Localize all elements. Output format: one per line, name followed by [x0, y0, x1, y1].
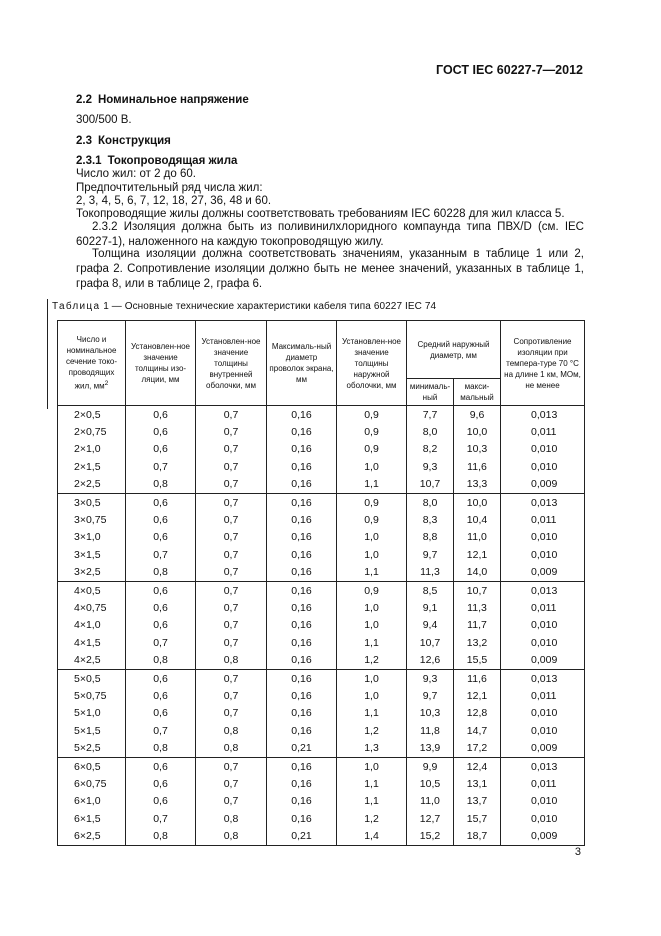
table-cell: 11,3 [407, 564, 454, 582]
table-cell: 0,6 [126, 617, 196, 634]
table-cell: 0,6 [126, 493, 196, 511]
section-title: Токопроводящая жила [107, 155, 238, 167]
preferred-list-text: 2, 3, 4, 5, 6, 7, 12, 18, 27, 36, 48 и 60. [76, 195, 272, 207]
table-cell: 0,6 [126, 406, 196, 424]
table-cell: 17,2 [454, 739, 501, 757]
table-margin-line [47, 299, 48, 409]
table-cell: 0,7 [196, 617, 267, 634]
table-cell: 11,3 [454, 599, 501, 616]
table-row [58, 476, 585, 494]
table-cell: 10,3 [454, 441, 501, 458]
table-caption-text: 1 — Основные технические характеристики кабеля типа 60227 IEC 74 [100, 301, 437, 312]
table-cell: 0,6 [126, 669, 196, 687]
table-cell: 5×2,5 [58, 739, 126, 757]
table-cell: 0,8 [126, 476, 196, 494]
table-header [58, 321, 585, 406]
table-cell: 0,8 [126, 651, 196, 669]
table-cell: 7,7 [407, 406, 454, 424]
table-cell: 6×1,5 [58, 810, 126, 827]
table-cell: 0,16 [267, 617, 337, 634]
table-cell: 0,16 [267, 705, 337, 722]
table-cell: 0,7 [196, 546, 267, 563]
table-cell: 0,6 [126, 581, 196, 599]
table-cell: 0,9 [337, 441, 407, 458]
table-row [58, 827, 585, 845]
table-cell: 0,8 [126, 827, 196, 845]
table-cell: 1,1 [337, 476, 407, 494]
table-cell: 0,16 [267, 441, 337, 458]
table-cell: 4×2,5 [58, 651, 126, 669]
table-cell: 0,013 [501, 669, 585, 687]
table-cell: 1,2 [337, 722, 407, 739]
table-cell: 0,013 [501, 406, 585, 424]
table-row [58, 687, 585, 704]
table-cell: 0,6 [126, 511, 196, 528]
table-cell: 1,3 [337, 739, 407, 757]
table-cell: 8,0 [407, 423, 454, 440]
table-cell: 10,3 [407, 705, 454, 722]
table-cell: 11,0 [454, 529, 501, 546]
header-cores-section: Число и номинальное сечение токо-проводящих жил, $мм^2$ [58, 321, 126, 406]
table-cell: 0,16 [267, 529, 337, 546]
table-cell: 0,013 [501, 581, 585, 599]
table-cell: 0,7 [196, 423, 267, 440]
table-row [58, 458, 585, 475]
table-cell: 12,6 [407, 651, 454, 669]
table-cell: 0,7 [196, 529, 267, 546]
cores-count-text: Число жил: от 2 до 60. [76, 168, 196, 180]
table-cell: 0,7 [196, 634, 267, 651]
table-cell: 5×0,5 [58, 669, 126, 687]
table-cell: 12,4 [454, 757, 501, 775]
table-cell: 10,5 [407, 775, 454, 792]
table-cell: 0,6 [126, 687, 196, 704]
table-row [58, 739, 585, 757]
header-diameter-min: минималь-ный [407, 379, 454, 406]
table-cell: 0,16 [267, 458, 337, 475]
table-cell: 12,1 [454, 546, 501, 563]
table-cell: 8,5 [407, 581, 454, 599]
section-2-2-heading [76, 93, 584, 108]
table-cell: 0,9 [337, 406, 407, 424]
table-cell: 0,7 [126, 810, 196, 827]
table-cell: 0,7 [196, 705, 267, 722]
table-cell: 0,011 [501, 687, 585, 704]
table-cell: 0,7 [196, 775, 267, 792]
table-cell: 3×1,0 [58, 529, 126, 546]
table-cell: 0,6 [126, 757, 196, 775]
table-cell: 11,6 [454, 458, 501, 475]
table-cell: 0,7 [126, 634, 196, 651]
table-cell: 8,3 [407, 511, 454, 528]
table-cell: 1,2 [337, 651, 407, 669]
table-cell: 9,3 [407, 669, 454, 687]
table-cell: 8,8 [407, 529, 454, 546]
table-cell: 0,013 [501, 757, 585, 775]
table-row [58, 617, 585, 634]
header-insulation-thickness: Установлен-ное значение толщины изо-ляции, мм [126, 321, 196, 406]
table-cell: 0,16 [267, 687, 337, 704]
table-cell: 0,009 [501, 651, 585, 669]
table-cell: 10,0 [454, 423, 501, 440]
table-cell: 13,2 [454, 634, 501, 651]
table-cell: 11,0 [407, 793, 454, 810]
table-cell: 0,010 [501, 441, 585, 458]
table-cell: 4×0,75 [58, 599, 126, 616]
table-cell: 0,010 [501, 793, 585, 810]
table-cell: 0,6 [126, 599, 196, 616]
table-cell: 0,010 [501, 529, 585, 546]
table-cell: 0,16 [267, 546, 337, 563]
table-cell: 0,010 [501, 705, 585, 722]
header-screen-wire-diameter: Максималь-ный диаметр проволок экрана, мм [267, 321, 337, 406]
table-cell: 0,8 [196, 722, 267, 739]
table-cell: 13,9 [407, 739, 454, 757]
table-cell: 4×1,0 [58, 617, 126, 634]
table-row [58, 810, 585, 827]
table-cell: 5×1,0 [58, 705, 126, 722]
table-cell: 0,16 [267, 651, 337, 669]
table-cell: 0,21 [267, 739, 337, 757]
table-cell: 0,7 [196, 476, 267, 494]
table-cell: 9,3 [407, 458, 454, 475]
table-cell: 0,6 [126, 705, 196, 722]
table-cell: 15,5 [454, 651, 501, 669]
table-cell: 8,2 [407, 441, 454, 458]
table-cell: 11,8 [407, 722, 454, 739]
table-cell: 9,6 [454, 406, 501, 424]
table-cell: 1,4 [337, 827, 407, 845]
table-cell: 0,16 [267, 476, 337, 494]
table-cell: 0,7 [196, 757, 267, 775]
table-cell: 0,011 [501, 423, 585, 440]
voltage-value: 300/500 В. [76, 114, 132, 126]
table-row [58, 651, 585, 669]
table-cell: 0,7 [196, 458, 267, 475]
table-cell: 13,1 [454, 775, 501, 792]
table-cell: 0,16 [267, 810, 337, 827]
section-title: Конструкция [98, 135, 171, 147]
table-row [58, 634, 585, 651]
table-cell: 4×1,5 [58, 634, 126, 651]
table-cell: 0,16 [267, 634, 337, 651]
table-row [58, 529, 585, 546]
table-cell: 12,8 [454, 705, 501, 722]
table-cell: 1,0 [337, 669, 407, 687]
table-cell: 1,0 [337, 599, 407, 616]
table-cell: 10,4 [454, 511, 501, 528]
table-cell: 0,009 [501, 739, 585, 757]
table-cell: 1,1 [337, 705, 407, 722]
table-cell: 0,7 [126, 458, 196, 475]
table-cell: 0,009 [501, 564, 585, 582]
table-row [58, 793, 585, 810]
table-cell: 0,7 [126, 722, 196, 739]
table-cell: 10,0 [454, 493, 501, 511]
table-cell: 0,009 [501, 827, 585, 845]
table-row [58, 406, 585, 424]
table-cell: 12,7 [407, 810, 454, 827]
table-body [58, 406, 585, 846]
section-2-3-heading [76, 134, 584, 149]
table-cell: 9,4 [407, 617, 454, 634]
table-cell: 0,9 [337, 511, 407, 528]
table-cell: 3×1,5 [58, 546, 126, 563]
preferred-label-text: Предпочтительный ряд числа жил: [76, 182, 263, 194]
table-cell: 0,16 [267, 406, 337, 424]
table-row [58, 493, 585, 511]
table-cell: 9,7 [407, 687, 454, 704]
table-cell: 18,7 [454, 827, 501, 845]
table-cell: 0,8 [196, 827, 267, 845]
table-cell: 0,6 [126, 793, 196, 810]
table-cell: 9,1 [407, 599, 454, 616]
table-cell: 0,16 [267, 581, 337, 599]
table-cell: 0,16 [267, 775, 337, 792]
table-cell: 6×0,5 [58, 757, 126, 775]
table-cell: 0,8 [196, 810, 267, 827]
table-cell: 4×0,5 [58, 581, 126, 599]
document-header: ГОСТ IEC 60227-7—2012 [436, 63, 583, 77]
table-row [58, 511, 585, 528]
section-number: 2.3 [76, 135, 92, 147]
table-cell: 15,7 [454, 810, 501, 827]
table-row [58, 599, 585, 616]
table-cell: 6×0,75 [58, 775, 126, 792]
table-cell: 0,16 [267, 793, 337, 810]
table-cell: 0,6 [126, 529, 196, 546]
table-cell: 0,9 [337, 493, 407, 511]
table-cell: 1,1 [337, 634, 407, 651]
table-cell: 10,7 [454, 581, 501, 599]
table-cell: 2×2,5 [58, 476, 126, 494]
table-cell: 12,1 [454, 687, 501, 704]
table-cell: 10,7 [407, 634, 454, 651]
table-cell: 0,7 [196, 406, 267, 424]
table-cell: 0,16 [267, 423, 337, 440]
insulation-thickness-paragraph: Толщина изоляции должна соответствовать значениям, указанным в таблице 1 или 2, графа 2. Сопротивление изоляции должно быть не менее значений, указанных в таблице 1, графа 8, или в таблице 2, графа 6. [76, 248, 584, 290]
conductors-requirement-text: Токопроводящие жилы должны соответствовать требованиям IEC 60228 для жил класса 5. [76, 208, 565, 220]
table-cell: 1,1 [337, 775, 407, 792]
table-cell: 1,1 [337, 793, 407, 810]
table-cell: 3×0,5 [58, 493, 126, 511]
table-cell: 13,7 [454, 793, 501, 810]
table-cell: 0,010 [501, 810, 585, 827]
table-cell: 0,8 [126, 564, 196, 582]
table-cell: 0,7 [196, 511, 267, 528]
table-cell: 5×0,75 [58, 687, 126, 704]
table-cell: 0,7 [196, 441, 267, 458]
table-caption-lead: Таблица [52, 301, 101, 312]
table-cell: 0,16 [267, 511, 337, 528]
table-cell: 1,0 [337, 458, 407, 475]
table-cell: 0,8 [196, 739, 267, 757]
table-cell: 0,8 [196, 651, 267, 669]
table-cell: 2×0,5 [58, 406, 126, 424]
table-cell: 0,6 [126, 423, 196, 440]
table-cell: 1,0 [337, 529, 407, 546]
section-title: Номинальное напряжение [98, 94, 249, 106]
table-cell: 6×2,5 [58, 827, 126, 845]
table-cell: 0,9 [337, 423, 407, 440]
table-row [58, 775, 585, 792]
table-cell: 8,0 [407, 493, 454, 511]
table-cell: 13,3 [454, 476, 501, 494]
table-row [58, 722, 585, 739]
table-cell: 0,7 [196, 564, 267, 582]
table-cell: 2×1,5 [58, 458, 126, 475]
header-inner-sheath-thickness: Установлен-ное значение толщины внутренней оболочки, мм [196, 321, 267, 406]
table-cell: 0,7 [126, 546, 196, 563]
table-row [58, 441, 585, 458]
table-cell: 2×0,75 [58, 423, 126, 440]
table-cell: 0,6 [126, 775, 196, 792]
table-cell: 0,010 [501, 722, 585, 739]
table-cell: 0,010 [501, 617, 585, 634]
table-cell: 0,16 [267, 493, 337, 511]
table-cell: 3×2,5 [58, 564, 126, 582]
table-cell: 0,7 [196, 687, 267, 704]
table-cell: 9,9 [407, 757, 454, 775]
table-caption [52, 301, 436, 312]
table-cell: 14,7 [454, 722, 501, 739]
table-cell: 0,16 [267, 757, 337, 775]
table-cell: 1,0 [337, 757, 407, 775]
table-cell: 3×0,75 [58, 511, 126, 528]
table-row [58, 564, 585, 582]
table-cell: 0,16 [267, 722, 337, 739]
table-cell: 15,2 [407, 827, 454, 845]
table-cell: 0,011 [501, 511, 585, 528]
table-cell: 10,7 [407, 476, 454, 494]
table-cell: 2×1,0 [58, 441, 126, 458]
table-cell: 9,7 [407, 546, 454, 563]
table-row [58, 581, 585, 599]
table-cell: 0,16 [267, 669, 337, 687]
header-mean-outer-diameter: Средний наружный диаметр, мм [407, 321, 501, 379]
table-cell: 5×1,5 [58, 722, 126, 739]
table-row [58, 705, 585, 722]
table-cell: 0,010 [501, 634, 585, 651]
table-cell: 0,010 [501, 546, 585, 563]
table-cell: 0,7 [196, 581, 267, 599]
table-cell: 1,2 [337, 810, 407, 827]
section-number: 2.2 [76, 94, 92, 106]
table-cell: 14,0 [454, 564, 501, 582]
table-row [58, 669, 585, 687]
table-cell: 1,0 [337, 687, 407, 704]
table-cell: 0,7 [196, 669, 267, 687]
table-cell: 0,010 [501, 458, 585, 475]
table-cell: 0,011 [501, 599, 585, 616]
table-cell: 0,011 [501, 775, 585, 792]
table-cell: 0,9 [337, 581, 407, 599]
specifications-table [57, 320, 585, 846]
table-cell: 1,0 [337, 617, 407, 634]
table-cell: 6×1,0 [58, 793, 126, 810]
table-cell: 1,1 [337, 564, 407, 582]
page-number: 3 [574, 846, 581, 858]
table-cell: 0,6 [126, 441, 196, 458]
header-diameter-max: макси-мальный [454, 379, 501, 406]
table-cell: 0,7 [196, 493, 267, 511]
table-cell: 1,0 [337, 546, 407, 563]
section-2-3-2-paragraph: 2.3.2 Изоляция должна быть из поливинилхлоридного компаунда типа ПВХ/D (см. IEC 60227-1), наложенного на каждую токопроводящую жилу. [76, 221, 584, 248]
table-cell: 0,16 [267, 564, 337, 582]
table-cell: 11,6 [454, 669, 501, 687]
header-insulation-resistance: Сопротивление изоляции при темпера-туре 70 °С на длине 1 км, МОм, не менее [501, 321, 585, 406]
table-cell: 11,7 [454, 617, 501, 634]
table-cell: 0,009 [501, 476, 585, 494]
table-row [58, 757, 585, 775]
table-cell: 0,8 [126, 739, 196, 757]
table-cell: 0,16 [267, 599, 337, 616]
table-cell: 0,7 [196, 793, 267, 810]
table-row [58, 423, 585, 440]
table-cell: 0,21 [267, 827, 337, 845]
section-number: 2.3.1 [76, 155, 102, 167]
table-row [58, 546, 585, 563]
table-cell: 0,7 [196, 599, 267, 616]
table-cell: 0,013 [501, 493, 585, 511]
header-outer-sheath-thickness: Установлен-ное значение толщины наружной оболочки, мм [337, 321, 407, 406]
